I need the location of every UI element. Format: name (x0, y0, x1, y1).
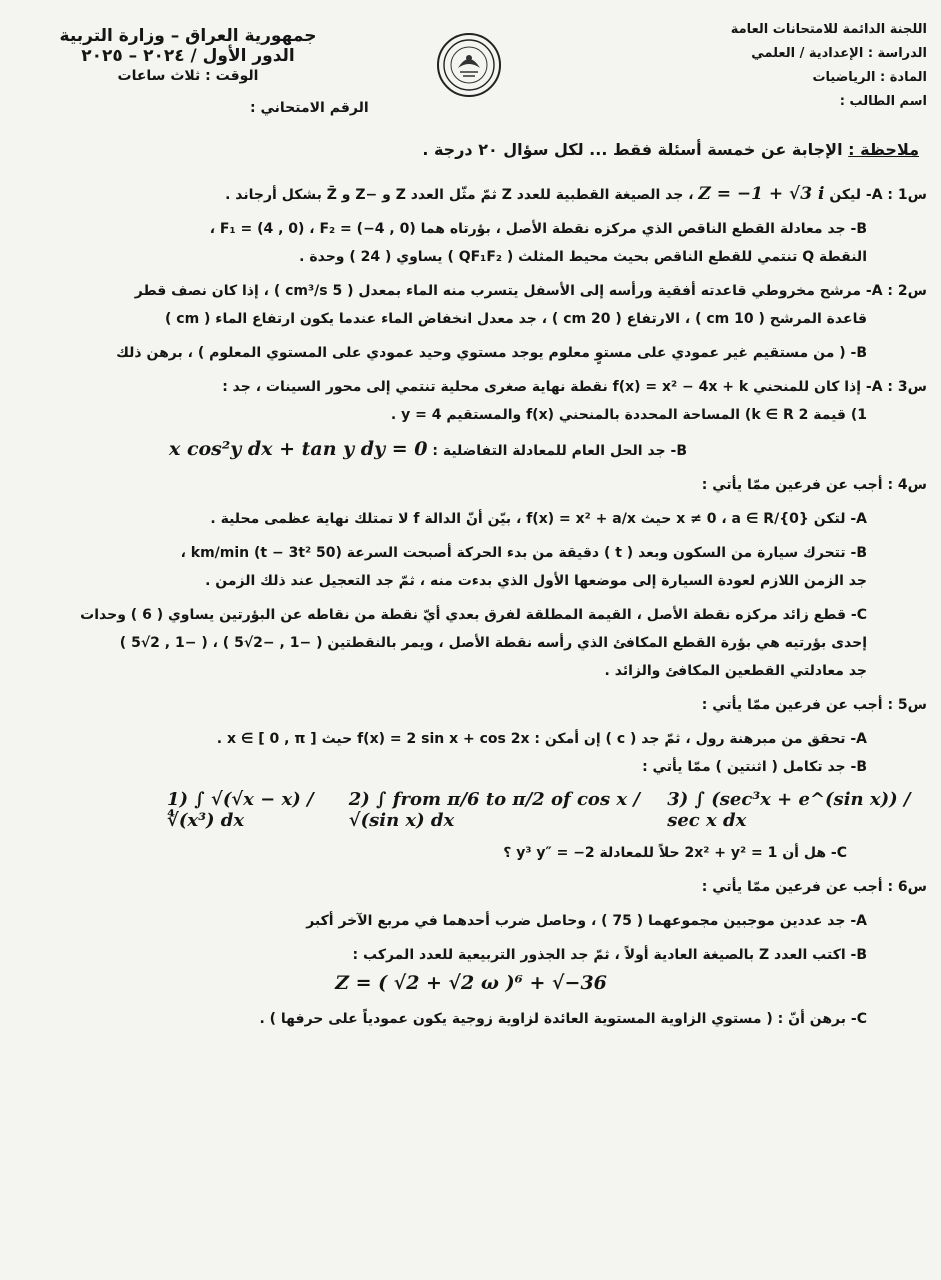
q4-c-line1: C- قطع زائد مركزه نقطة الأصل ، القيمة المطلقة لفرق بعدي أيّ نقطة من نقاطه عن البؤرتين يساوي ( 6 ) وحدات (80, 607, 867, 623)
note-label: ملاحظة : (848, 140, 919, 159)
q3-a-line2: 1) قيمة k ∈ R 2) المساحة المحددة بالمنحني f(x) والمستقيم y = 4 . (390, 407, 867, 423)
exam-duration: الوقت : ثلاث ساعات (117, 68, 259, 84)
q1-a-text: ، جد الصيغة القطبية للعدد Z ثمّ مثّل العدد Z و −Z و Z̄ بشكل أرجاند . (225, 187, 694, 203)
q6-intro: س6 : أجب عن فرعين ممّا يأتي : (701, 879, 927, 895)
q1-b-line2: النقطة Q تنتمي للقطع الناقص بحيث محيط المثلث ( QF₁F₂ ) يساوي ( 24 ) وحدة . (299, 249, 867, 265)
q6-c-line: C- برهن أنّ : ( مستوي الزاوية المستوية العائدة لزاوية زوجية يكون عمودياً على حرفها ) . (259, 1011, 867, 1027)
header-left (38, 26, 338, 86)
q1-a-expr: Z = −1 + √3 i (698, 184, 825, 204)
q2-a-line1: س2 : A- مرشح مخروطي قاعدته أفقية ورأسه إلى الأسفل يتسرب منه الماء بمعدل ( 5 cm³/s ) ، إذا كان نصف قطر (134, 283, 927, 299)
q5-b-line: B- جد تكامل ( اثنتين ) ممّا يأتي : (642, 759, 867, 775)
q1-a-prefix: س1 : A- ليكن (829, 187, 927, 203)
q4-b-line2: جد الزمن اللازم لعودة السيارة إلى موضعها الأول الذي بدءت منه ، ثمّ جد التعجيل عند ذلك الزمن . (205, 573, 867, 589)
q5-intro: س5 : أجب عن فرعين ممّا يأتي : (701, 697, 927, 713)
q6-b-expr: Z = ( √2 + √2 ω )⁶ + √−36 (335, 972, 607, 994)
exam-note (19, 140, 919, 159)
integral-1: 1) ∫ √(√x − x) / ∜(x³) dx (167, 789, 314, 831)
questions (15, 180, 927, 1033)
question-5 (15, 691, 927, 867)
seat-number-label: الرقم الامتحاني : (250, 100, 369, 116)
q5-c-line: C- هل أن 2x² + y² = 1 حلاً للمعادلة y³ y″ = −2 ؟ (503, 845, 847, 861)
question-3 (15, 373, 927, 465)
q3-b-text: B- جد الحل العام للمعادلة التفاضلية : (432, 443, 687, 459)
note-text: الإجابة عن خمسة أسئلة فقط ... لكل سؤال ٢٠ درجة . (422, 140, 843, 159)
q4-a-line: A- لتكن x ≠ 0 ، a ∈ R/{0} حيث f(x) = x² + a/x ، بيّن أنّ الدالة f لا تمتلك نهاية عظمى محلية . (210, 511, 867, 527)
q5-a-line: A- تحقق من مبرهنة رول ، ثمّ جد ( c ) إن أمكن : f(x) = 2 sin x + cos 2x حيث x ∈ [ 0 , π ] . (216, 731, 867, 747)
q5-integrals (167, 789, 927, 831)
integral-3: 3) ∫ (sec³x + e^(sin x)) / sec x dx (667, 789, 911, 831)
q4-c-line3: جد معادلتي القطعين المكافئ والزائد . (604, 663, 867, 679)
integral-2: 2) ∫ from π/6 to π/2 of cos x / √(sin x) dx (348, 789, 640, 831)
ministry-seal-icon (436, 32, 502, 98)
q3-a-line1: س3 : A- إذا كان للمنحني f(x) = x² − 4x + k نقطة نهاية صغرى محلية تنتمي إلى محور السينات ، جد : (222, 379, 927, 395)
q6-a-line: A- جد عددين موجبين مجموعهما ( 75 ) ، وحاصل ضرب أحدهما في مربع الآخر أكبر (306, 913, 867, 929)
exam-round: الدور الأول / ٢٠٢٤ – ٢٠٢٥ (81, 46, 295, 66)
subject: المادة : الرياضيات (812, 70, 927, 85)
q4-c-line2: إحدى بؤرتيه هي بؤرة القطع المكافئ الذي رأسه نقطة الأصل ، ويمر بالنقطتين ( −1 , −2√5 ) ، ( −1 , 2√5 ) (119, 635, 867, 651)
question-6 (15, 873, 927, 1033)
header-right (607, 18, 927, 114)
question-4 (15, 471, 927, 685)
q2-a-line2: قاعدة المرشح ( 10 cm ) ، الارتفاع ( 20 cm ) ، جد معدل انخفاض الماء عندما يكون ارتفاع الماء ( cm ) (164, 311, 867, 327)
republic-ministry: جمهورية العراق – وزارة التربية (59, 26, 317, 46)
q2-b-line: B- ( من مستقيم غير عمودي على مستوٍ معلوم يوجد مستوي وحيد عمودي على المستوي المعلوم ) ، برهن ذلك (116, 345, 867, 361)
study-branch: الدراسة : الإعدادية / العلمي (751, 46, 927, 61)
q3-b-expr: x cos²y dx + tan y dy = 0 (169, 438, 428, 460)
q6-b-line1: B- اكتب العدد Z بالصيغة العادية أولاً ، ثمّ جد الجذور التربيعية للعدد المركب : (352, 947, 867, 963)
q4-b-line1: B- تتحرك سيارة من السكون وبعد ( t ) دقيقة من بدء الحركة أصبحت السرعة (50 t − 3t²) km/min ، (180, 545, 867, 561)
question-1 (15, 180, 927, 271)
committee-title: اللجنة الدائمة للامتحانات العامة (730, 22, 927, 37)
q4-intro: س4 : أجب عن فرعين ممّا يأتي : (701, 477, 927, 493)
question-2 (15, 277, 927, 367)
student-name-label: اسم الطالب : (839, 94, 927, 109)
q1-b-line1: B- جد معادلة القطع الناقص الذي مركزه نقطة الأصل ، بؤرتاه هما F₁ = (4 , 0) ، F₂ = (−4 , 0) ، (209, 221, 867, 237)
